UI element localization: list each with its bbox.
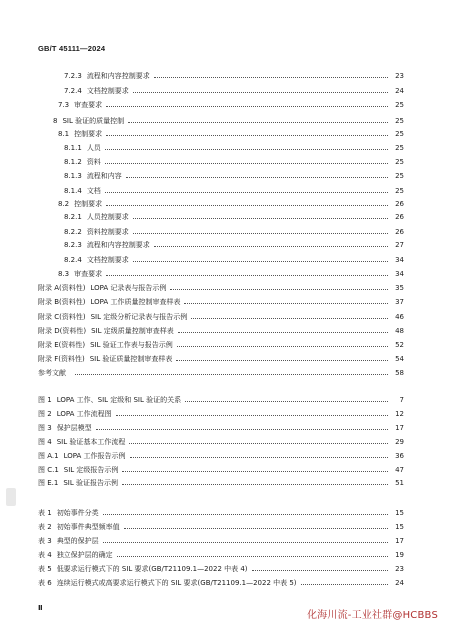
toc-entry-number: 8.1.4 [64,187,82,195]
toc-entry-title: 人员 [86,144,101,152]
toc-leader-dots [75,373,388,375]
toc-entry-number: 附录 F(资料性) [38,355,85,363]
toc-entry-title: 文档控制要求 [86,87,129,95]
toc-entry[interactable] [38,523,404,532]
toc-leader-dots [122,483,388,485]
toc-entry-title: 流程和内容 [86,172,122,180]
document-header: GB/T 45111—2024 [38,44,106,53]
toc-entry-title: LOPA 记录表与报告示例 [90,284,167,292]
toc-entry[interactable] [64,241,404,250]
toc-entry-page: 36 [395,452,404,460]
toc-entry[interactable] [38,341,404,350]
toc-leader-dots [184,302,388,304]
toc-entry-number: 参考文献 [38,369,66,377]
toc-leader-dots [154,76,388,78]
toc-entry[interactable] [38,452,404,461]
toc-entry-title: 控制要求 [74,130,103,138]
toc-entry-number: 图 2 [38,410,52,418]
toc-entry-number: 8.1.3 [64,172,82,180]
toc-entry-title: 审查要求 [74,101,103,109]
toc-entry-title: 流程和内容控制要求 [86,72,150,80]
toc-entry-number: 附录 C(资料性) [38,313,86,321]
toc-entry-title: SIL 验证工作表与报告示例 [90,341,173,349]
toc-leader-dots [105,162,388,164]
toc-entry-number: 表 6 [38,579,52,587]
toc-entry[interactable] [38,396,404,405]
toc-entry-title: 文档 [86,187,101,195]
toc-entry[interactable] [38,565,404,574]
toc-entry[interactable] [38,537,404,546]
toc-entry-number: 表 1 [38,509,52,517]
toc-leader-dots [103,541,388,543]
toc-entry[interactable] [38,551,404,560]
toc-entry-number: 表 4 [38,551,52,559]
toc-entry-page: 47 [395,466,404,474]
toc-entry[interactable] [38,579,404,588]
toc-entry-page: 26 [395,200,404,208]
toc-entry-page: 26 [395,213,404,221]
toc-leader-dots [116,414,388,416]
toc-entry-title: LOPA 工作流程图 [56,410,112,418]
toc-entry-page: 17 [395,537,404,545]
toc-entry[interactable] [38,355,404,364]
toc-entry-page: 19 [395,551,404,559]
toc-entry-number: 8.3 [58,270,70,278]
toc-entry[interactable] [64,213,404,222]
toc-entry-number: 表 2 [38,523,52,531]
toc-entry-number: 附录 D(资料性) [38,327,87,335]
toc-entry-number: 图 C.1 [38,466,59,474]
toc-leader-dots [154,245,388,247]
toc-entry-title: SIL 验证基本工作流程 [56,438,126,446]
watermark-text: 化海川流-工业社群@HCBBS [306,610,438,621]
toc-entry-title: 连续运行模式或高要求运行模式下的 SIL 要求(GB/T21109.1—2022 中表 5) [56,579,297,587]
toc-entry-page: 24 [395,579,404,587]
toc-leader-dots [177,345,388,347]
toc-entry-page: 34 [395,256,404,264]
toc-entry[interactable] [38,284,404,293]
toc-leader-dots [191,317,388,319]
toc-entry-page: 24 [395,87,404,95]
toc-entry-title: SIL 验证的质量控制 [62,117,125,125]
toc-leader-dots [176,359,388,361]
toc-entry-page: 25 [395,144,404,152]
toc-leader-dots [106,204,388,206]
toc-leader-dots [106,134,388,136]
toc-leader-dots [178,331,388,333]
toc-entry-title: 低要求运行模式下的 SIL 要求(GB/T21109.1—2022 中表 4) [56,565,248,573]
toc-entry[interactable] [58,200,404,209]
toc-entry-title: 人员控制要求 [86,213,129,221]
toc-entry[interactable] [58,101,404,110]
toc-entry-title: LOPA 工作、SIL 定级和 SIL 验证的关系 [56,396,182,404]
toc-entry-title: SIL 定级质量控制审查样表 [91,327,174,335]
toc-leader-dots [133,91,388,93]
toc-entry-page: 23 [395,565,404,573]
toc-entry-title: LOPA 工作质量控制审查样表 [90,298,181,306]
toc-entry-page: 37 [395,298,404,306]
toc-entry[interactable] [64,256,404,265]
toc-entry-number: 图 4 [38,438,52,446]
toc-entry-number: 8 [53,117,58,125]
toc-entry-page: 15 [395,509,404,517]
toc-entry-number: 7.3 [58,101,70,109]
toc-leader-dots [252,569,388,571]
toc-entry-page: 25 [395,101,404,109]
toc-entry-page: 46 [395,313,404,321]
toc-entry-page: 58 [395,369,404,377]
toc-entry-number: 8.2.1 [64,213,82,221]
toc-entry[interactable] [38,327,404,336]
toc-entry-title: 审查要求 [74,270,103,278]
toc-entry[interactable] [53,117,404,126]
toc-entry[interactable] [58,130,404,139]
toc-entry-title: SIL 定级分析记录表与报告示例 [90,313,188,321]
toc-entry-page: 27 [395,241,404,249]
toc-entry-page: 17 [395,424,404,432]
toc-entry[interactable] [64,72,404,81]
toc-entry-page: 35 [395,284,404,292]
toc-entry-page: 26 [395,228,404,236]
toc-entry-number: 8.2.4 [64,256,82,264]
toc-entry-number: 图 3 [38,424,52,432]
toc-entry-page: 25 [395,187,404,195]
toc-leader-dots [105,191,388,193]
toc-entry[interactable] [38,466,404,475]
toc-entry-number: 8.1.2 [64,158,82,166]
toc-entry-number: 附录 E(资料性) [38,341,86,349]
toc-entry-page: 34 [395,270,404,278]
toc-leader-dots [170,288,388,290]
toc-entry-title: SIL 验证质量控制审查样表 [89,355,173,363]
toc-entry-title: 控制要求 [74,200,103,208]
toc-leader-dots [133,232,388,234]
toc-entry[interactable] [64,144,404,153]
toc-entry-number: 8.2 [58,200,70,208]
toc-leader-dots [106,274,388,276]
toc-leader-dots [117,555,388,557]
toc-entry-page: 25 [395,130,404,138]
toc-entry[interactable] [38,369,404,378]
toc-entry[interactable] [38,424,404,433]
toc-entry-number: 表 3 [38,537,52,545]
toc-entry-title: 文档控制要求 [86,256,129,264]
toc-entry[interactable] [38,313,404,322]
toc-leader-dots [103,513,388,515]
toc-leader-dots [130,456,388,458]
toc-entry-number: 7.2.3 [64,72,82,80]
toc-leader-dots [301,583,388,585]
toc-entry-number: 8.1 [58,130,70,138]
toc-entry-page: 48 [395,327,404,335]
toc-entry-page: 25 [395,158,404,166]
toc-entry-title: 流程和内容控制要求 [86,241,150,249]
toc-entry[interactable] [64,228,404,237]
toc-entry-page: 51 [395,479,404,487]
toc-leader-dots [128,121,388,123]
toc-entry-page: 54 [395,355,404,363]
toc-entry-page: 25 [395,117,404,125]
toc-leader-dots [124,527,388,529]
toc-entry[interactable] [64,187,404,196]
toc-entry[interactable] [38,509,404,518]
toc-entry[interactable] [38,438,404,447]
toc-entry-title: LOPA 工作报告示例 [63,452,126,460]
toc-entry-number: 7.2.4 [64,87,82,95]
toc-leader-dots [129,442,388,444]
toc-entry-title: SIL 验证报告示例 [63,479,118,487]
toc-entry[interactable] [38,298,404,307]
toc-leader-dots [133,217,388,219]
toc-leader-dots [96,428,388,430]
toc-entry-title: 资料控制要求 [86,228,129,236]
toc-entry-number: 8.2.3 [64,241,82,249]
toc-entry[interactable] [38,479,404,488]
toc-entry[interactable] [64,158,404,167]
toc-entry-page: 12 [395,410,404,418]
toc-entry-title: SIL 定级报告示例 [63,466,119,474]
toc-entry-title: 资料 [86,158,101,166]
toc-leader-dots [122,470,388,472]
toc-entry-number: 图 1 [38,396,52,404]
page-number: Ⅱ [38,604,43,612]
toc-entry-title: 保护层模型 [56,424,92,432]
toc-leader-dots [185,400,388,402]
toc-entry-number: 8.1.1 [64,144,82,152]
toc-entry[interactable] [64,172,404,181]
toc-entry-number: 8.2.2 [64,228,82,236]
toc-entry[interactable] [58,270,404,279]
toc-entry[interactable] [38,410,404,419]
toc-entry-page: 52 [395,341,404,349]
toc-entry-number: 表 5 [38,565,52,573]
toc-entry[interactable] [64,87,404,96]
toc-leader-dots [126,176,388,178]
toc-entry-number: 图 E.1 [38,479,59,487]
toc-entry-title: 初始事件典型频率值 [56,523,120,531]
toc-entry-page: 25 [395,172,404,180]
toc-leader-dots [133,260,388,262]
toc-entry-page: 15 [395,523,404,531]
toc-entry-number: 附录 A(资料性) [38,284,86,292]
toc-leader-dots [105,148,388,150]
toc-entry-title: 独立保护层的确定 [56,551,113,559]
toc-entry-title: 典型的保护层 [56,537,99,545]
toc-entry-number: 附录 B(资料性) [38,298,86,306]
toc-leader-dots [106,105,388,107]
toc-entry-page: 7 [399,396,404,404]
toc-entry-page: 29 [395,438,404,446]
toc-entry-number: 图 A.1 [38,452,59,460]
toc-entry-title: 初始事件分类 [56,509,99,517]
toc-entry-page: 23 [395,72,404,80]
